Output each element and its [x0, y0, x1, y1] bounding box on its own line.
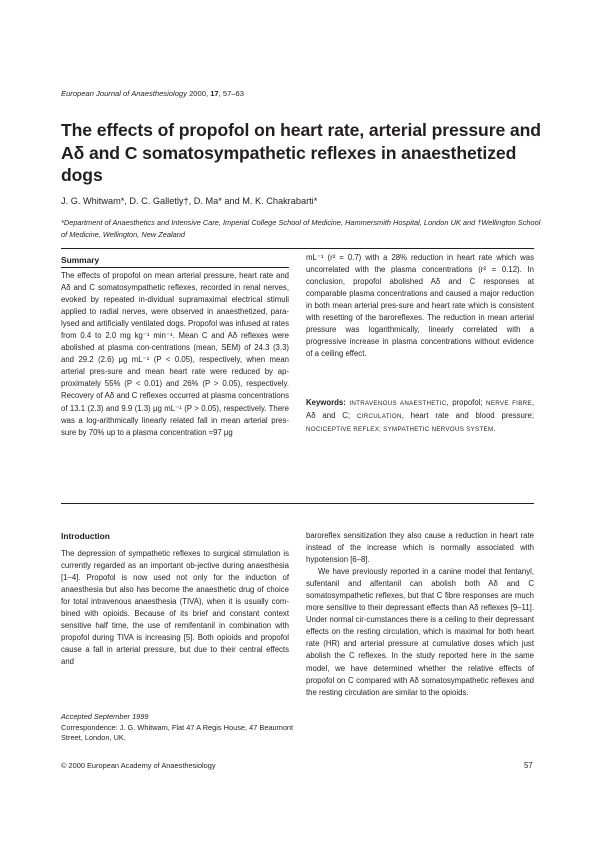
summary-text-left: The effects of propofol on mean arterial pressure, heart rate and Aδ and C somatosympathetic reflexes, recorded in renal nerves, evoked by repeated in-dividual supramaximal electrical stimuli applied to radial nerves, were observed in anaesthetized, para-lysed and artificially ventilated dogs. Propofol was infused at rates from 0.4 to 2.0 mg kg⁻¹ min⁻¹. Mean C and Aδ reflexes were abolished at plasma con-centrations (mean, SEM) of 24.3 (3.3) and 29.2 (2.6) μg mL⁻¹ (P < 0.05), respectively, when mean arterial pres-sure and mean heart rate were reduced by ap-proximately 55% (P < 0.01) and 26% (P > 0.05), respectively. Recovery of Aδ and C reflexes occurred at plasma concentrations of 13.1 (2.3) and 9.9 (1.3) μg mL⁻¹ (P > 0.05), respectively. There was a log-arithmically linearly related fall in mean arterial pres-sure by 70% up to a plasma concentration ≈97 μg: [61, 271, 289, 437]
summary-heading-rule: [61, 267, 289, 268]
article-authors: J. G. Whitwam*, D. C. Galletly†, D. Ma* and M. K. Chakrabarti*: [61, 196, 318, 206]
introduction-paragraph-1: The depression of sympathetic reflexes to surgical stimulation is currently regarded as an important ob-jective during anaesthesia [1–4]. Propofol is now used not only for the induction of anaesthesia but also has become the anaesthetic drug of choice for total intravenous anaesthesia (TIVA), when it is usually com-bined with opioids. Because of its brief and constant context sensitive half time, the use of remifentanil in combination with propofol during TIVA is increasing [5]. Both opioids and propofol cause a fall in arterial pressure, but due to their central effects and: [61, 549, 289, 667]
summary-text-right: mL⁻¹ (r² = 0.7) with a 28% reduction in heart rate which was uncorrelated with the plasma concentrations (r² = 0.12). In conclusion, propofol abolished Aδ and C responses at comparable plasma concentrations and caused a major reduction in both mean arterial pres-sure and heart rate which is consistent with resetting of the baroreflexes. The reduction in mean arterial pressure was logarithmically, linearly correlated with a progressive increase in plasma concentrations without evidence of a ceiling effect.: [306, 253, 534, 359]
summary-left-column: [61, 270, 289, 439]
journal-citation: [61, 89, 244, 98]
keyword-term: CIRCULATION: [356, 413, 402, 421]
keywords: [306, 397, 534, 436]
journal-year: 2000,: [186, 89, 211, 98]
introduction-left-column: [61, 548, 289, 668]
summary-right-column: [306, 252, 534, 360]
introduction-paragraph-continued: baroreflex sensitization they also cause a reduction in heart rate instead of the increase which is normally associated with hypotension [6–8].: [306, 531, 534, 565]
correspondence: Correspondence: J. G. Whitwam, Flat 47 A Regis House, 47 Beaumont Street, London, UK.: [61, 722, 294, 743]
summary-bottom-divider: [61, 503, 534, 504]
keyword-term: NOCICEPTIVE REFLEX; SYMPATHETIC NERVOUS SYSTEM: [306, 426, 494, 434]
introduction-heading: Introduction: [61, 531, 110, 541]
keywords-label: Keywords:: [306, 398, 346, 407]
journal-pages: , 57–63: [218, 89, 244, 98]
keyword-term: NERVE FIBRE: [486, 400, 532, 407]
keyword-term: .: [493, 424, 496, 434]
page-number: 57: [524, 761, 533, 770]
journal-name: European Journal of Anaesthesiology: [61, 89, 187, 98]
keyword-term: , propofol;: [446, 398, 487, 407]
keyword-term: INTRAVENOUS ANAESTHETIC: [349, 400, 447, 407]
article-affiliation: *Department of Anaesthetics and Intensive Care, Imperial College School of Medicine, Hammersmith Hospital, London UK and †Wellington School of Medicine, Wellington, New Zealand: [61, 218, 541, 239]
summary-heading: Summary: [61, 255, 100, 265]
copyright: © 2000 European Academy of Anaesthesiology: [61, 761, 216, 770]
article-title: The effects of propofol on heart rate, arterial pressure and Aδ and C somatosympathetic reflexes in anaesthetized dogs: [61, 120, 541, 185]
journal-volume: 17: [210, 89, 219, 98]
footnote: [61, 712, 301, 744]
keyword-term: , heart rate and blood pressure;: [401, 411, 534, 421]
introduction-right-column: [306, 530, 534, 699]
accepted-date: Accepted September 1999: [61, 712, 149, 721]
introduction-paragraph-2: We have previously reported in a canine model that fentanyl, sufentanil and alfentanil can abolish both Aδ and C somatosympathetic reflexes, but that C fibre responses are much more sensitive to their depressant effects than Aδ reflexes [9–11]. Under normal cir-cumstances there is a ceiling to their depressant effects on the resting circulation, which is maximal for both heart rate (HR) and arterial pressure at cumulative doses which just abolish the C reflexes. In the study reported here in the same model, we have determined whether the relative effects of propofol on C compared with Aδ somatosympathetic reflexes and the resting circulation are similar to the opioids.: [306, 567, 534, 697]
top-divider: [61, 248, 534, 249]
keyword-term: , Aδ and C;: [306, 398, 534, 421]
